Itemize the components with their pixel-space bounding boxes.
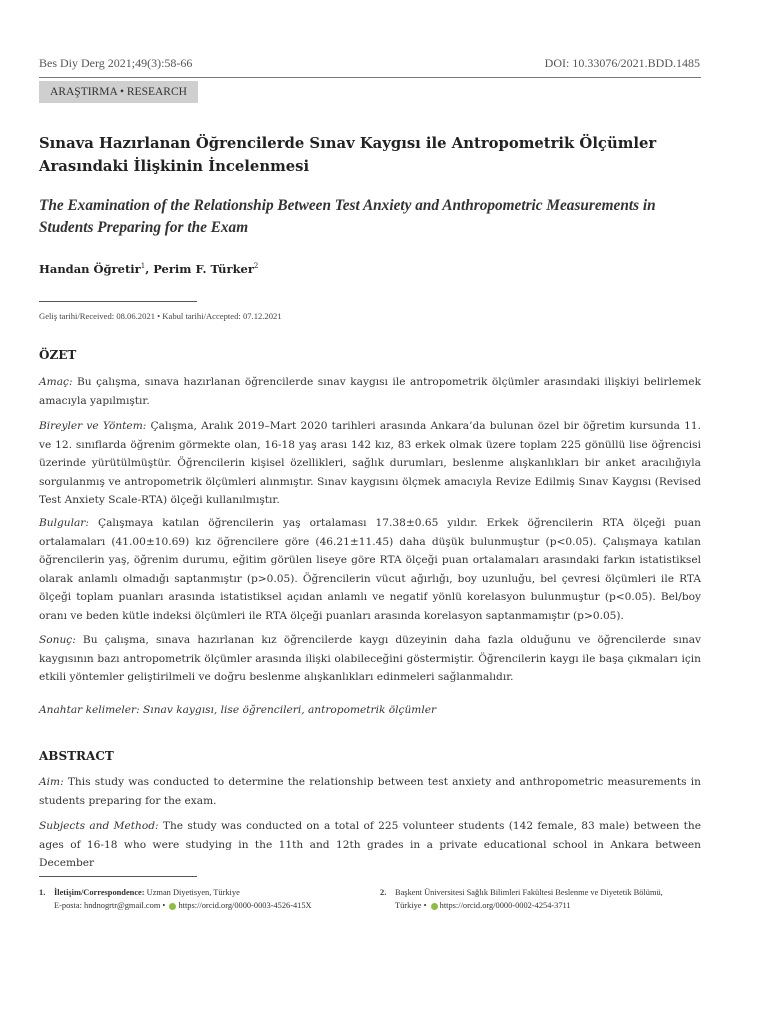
author-1-affiliation: 1: [140, 262, 146, 271]
aim-text: This study was conducted to determine the relationship between test anxiety and anthropometric measurements in students preparing for the exam.: [39, 776, 701, 807]
footnote-1: [39, 886, 359, 912]
orcid-icon: [169, 903, 176, 910]
footnote-1-number: 1.: [39, 888, 46, 897]
author-1: Handan Öğretir: [39, 262, 141, 276]
footnote-2: [380, 886, 710, 912]
author-2-orcid[interactable]: https://orcid.org/0000-0002-4254-3711: [439, 901, 571, 910]
ozet-amac: [39, 373, 701, 410]
amac-text: Bu çalışma, sınava hazırlanan öğrencilerde sınav kaygısı ile antropometrik ölçümler arasındaki ilişkiyi belirlemek amacıyla yapılmıştır.: [39, 376, 701, 407]
authors: [39, 262, 258, 276]
bulgular-text: Çalışmaya katılan öğrencilerin yaş ortalaması 17.38±0.65 yıldır. Erkek öğrencilerin RTA ölçeği puan ortalamaları (41.00±10.69) kız öğrencilere göre (46.21±11.45) daha düşük bulunmuştur (p<0.05). Çalışmaya katılan öğrencilerin yaş, öğrenim durumu, eğitim görülen liseye göre RTA ölçeği puan ortalamaları arasındaki farkın istatistiksel olarak anlamlı olmadığı saptanmıştır (p>0.05). Öğrencilerin vücut ağırlığı, boy uzunluğu, bel çevresi ölçümleri ile RTA ölçeği toplam puanları arasında istatistiksel açıdan anlamlı ve negatif yönlü korelasyon bulunmuştur (p<0.05). Bel/boy oranı ve beden kütle indeksi ölçümleri ile RTA ölçeği puanları arasında korelasyon saptanmamıştır (p>0.05).: [39, 517, 701, 622]
article-type-badge: ARAŞTIRMA • RESEARCH: [39, 81, 198, 103]
title-turkish: Sınava Hazırlanan Öğrencilerde Sınav Kaygısı ile Antropometrik Ölçümler Arasındaki İlişkinin İncelenmesi: [39, 135, 657, 175]
sonuc-text: Bu çalışma, sınava hazırlanan kız öğrencilerde kaygı düzeyinin daha fazla olduğunu ve öğrencilerde sınav kaygısının bazı antropometrik ölçümler arasında ilişki olabileceğini göstermiştir. Öğrencilerin kaygı ile başa çıkmaları için etkili yöntemler geliştirilmeli ve doğru beslenme alışkanlıkları edinmeleri sağlanmalıdır.: [39, 634, 701, 683]
amac-label: Amaç:: [39, 376, 73, 388]
footnote-2-contact: [380, 899, 710, 912]
correspondence-text: Uzman Diyetisyen, Türkiye: [144, 888, 240, 897]
received-accepted-dates: Geliş tarihi/Received: 08.06.2021 • Kabul tarihi/Accepted: 07.12.2021: [39, 311, 282, 321]
doi[interactable]: DOI: 10.33076/2021.BDD.1485: [544, 56, 700, 70]
author-2-affiliation: 2: [253, 262, 259, 271]
journal-reference: Bes Diy Derg 2021;49(3):58-66: [39, 56, 193, 70]
yontem-text: Çalışma, Aralık 2019–Mart 2020 tarihleri arasında Ankara’da bulunan özel bir öğretim kursunda 11. ve 12. sınıflarda öğrenim görmekte olan, 16-18 yaş arası 142 kız, 83 erkek olmak üzere toplam 225 gönüllü lise öğrencisi üzerinde yürütülmüştür. Öğrencilerin kişisel özellikleri, sağlık durumları, beslenme alışkanlıkları bir anket aracılığıyla sorgulanmış ve antropometrik ölçümleri alınmıştır. Sınav kaygısını ölçmek amacıyla Revize Edilmiş Sınav Kaygısı (Revised Test Anxiety Scale-RTA) ölçeği kullanılmıştır.: [39, 420, 701, 506]
sonuc-label: Sonuç:: [39, 634, 76, 646]
keywords-tr: Anahtar kelimeler: Sınav kaygısı, lise öğrencileri, antropometrik ölçümler: [39, 704, 437, 716]
bulgular-label: Bulgular:: [39, 517, 89, 529]
ozet-sonuc: [39, 631, 701, 687]
abstract-aim: [39, 773, 701, 810]
author-1-orcid[interactable]: https://orcid.org/0000-0003-4526-415X: [178, 901, 312, 910]
correspondence-label: İletişim/Correspondence:: [54, 888, 145, 897]
method-label: Subjects and Method:: [39, 820, 159, 832]
footnote-2-number: 2.: [380, 888, 387, 897]
yontem-label: Bireyler ve Yöntem:: [39, 420, 147, 432]
author-separator: ,: [145, 262, 154, 276]
abstract-heading: ABSTRACT: [39, 749, 114, 763]
authors-divider: [39, 301, 197, 302]
footnote-1-contact: [39, 899, 359, 912]
aim-label: Aim:: [39, 776, 64, 788]
header-divider: [39, 77, 701, 78]
orcid-icon: [431, 903, 438, 910]
abstract-method: [39, 817, 701, 873]
ozet-yontem: [39, 417, 701, 510]
footnote-divider: [39, 876, 197, 877]
author-2: Perim F. Türker: [153, 262, 254, 276]
method-text: The study was conducted on a total of 225 volunteer students (142 female, 83 male) between the ages of 16-18 who were studying in the 11th and 12th grades in a private educational school in Ankara between December: [39, 820, 701, 869]
affiliation-2-country: Türkiye •: [395, 901, 429, 910]
affiliation-2-text: Başkent Üniversitesi Sağlık Bilimleri Fakültesi Beslenme ve Diyetetik Bölümü,: [395, 888, 663, 897]
title-english: The Examination of the Relationship Between Test Anxiety and Anthropometric Measurements in Students Preparing for the Exam: [39, 197, 656, 236]
ozet-bulgular: [39, 514, 701, 625]
ozet-heading: ÖZET: [39, 348, 77, 362]
author-1-email[interactable]: E-posta: hndnogrtr@gmail.com •: [54, 901, 168, 910]
